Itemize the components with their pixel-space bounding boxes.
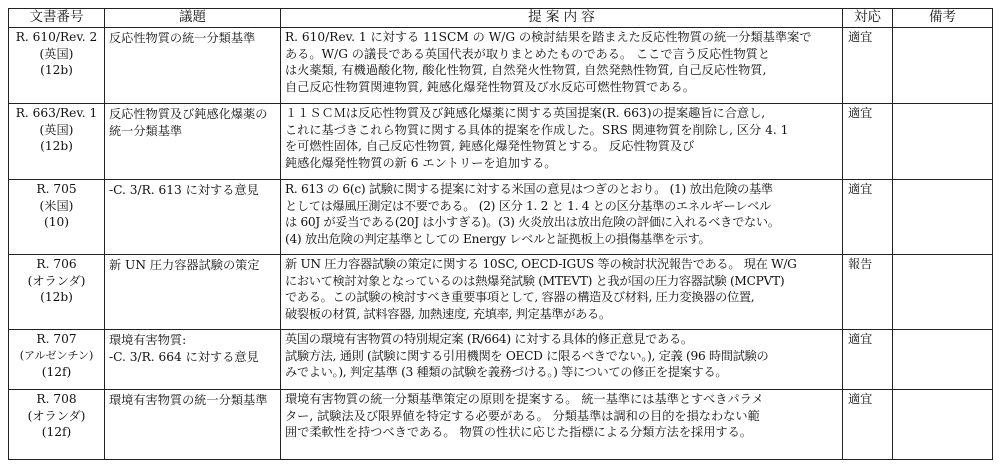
- document-sheet: [8, 8, 992, 460]
- table-row: [9, 104, 993, 180]
- doc-no-cell: [9, 28, 105, 104]
- table-row: [9, 180, 993, 255]
- doc-number: R. 706: [36, 257, 77, 271]
- doc-country: (英国): [39, 122, 74, 137]
- header-proposal: 提 案 内 容: [281, 9, 843, 28]
- doc-item: (12f): [41, 425, 72, 439]
- response-cell: 適宜: [843, 390, 893, 460]
- header-doc-no: 文書番号: [9, 9, 105, 28]
- doc-number: R. 705: [36, 182, 77, 196]
- response-cell: 適宜: [843, 180, 893, 255]
- doc-item: (12f): [41, 365, 72, 379]
- proposal-cell: 英国の環境有害物質の特別規定案 (R/664) に対する具体的修正意見である。 試験方法, 通則 (試験に関する引用機関を OECD に限るべきでない。), 定義 (96 時間試験の みでよい。), 判定基準 (3 種類の試験を義務づける。) 等についての修正を提案する。: [281, 330, 843, 390]
- agenda-cell: 新 UN 圧力容器試験の策定: [105, 255, 281, 330]
- table-row: [9, 28, 993, 104]
- remarks-cell: [893, 255, 993, 330]
- doc-no-cell: [9, 390, 105, 460]
- proposal-cell: 環境有害物質の統一分類基準策定の原則を提案する。 統一基準には基準とすべきパラメ ター, 試験法及び限界値を特定する必要がある。 分類基準は調和の目的を損なわない範 囲で柔軟性を持つべきである。 物質の性状に応じた指標による分類方法を採用する。: [281, 390, 843, 460]
- doc-country: (米国): [39, 198, 74, 213]
- response-cell: 適宜: [843, 28, 893, 104]
- doc-item: (12b): [40, 63, 73, 77]
- table-row: [9, 255, 993, 330]
- proposal-cell: １１ＳＣＭは反応性物質及び鈍感化爆薬に関する英国提案(R. 663)の提案趣旨に合意し, これに基づきこれら物質に関する具体的提案を作成した。SRS 関連物質を削除し, 区分 4. 1 を可燃性固体, 自己反応性物質, 鈍感化爆発性物質とする。 反応性物質及び 鈍感化爆発性物質の新 6 エントリーを追加する。: [281, 104, 843, 180]
- header-agenda: 議題: [105, 9, 281, 28]
- response-cell: 適宜: [843, 330, 893, 390]
- header-row: [9, 9, 993, 28]
- doc-country: (アルゼンチン): [19, 348, 94, 362]
- doc-country: (オランダ): [27, 273, 86, 288]
- doc-item: (10): [43, 215, 70, 229]
- doc-number: R. 663/Rev. 1: [15, 106, 98, 120]
- header-response: 対応: [843, 9, 893, 28]
- proposal-cell: R. 613 の 6(c) 試験に関する提案に対する米国の意見はつぎのとおり。 (1) 放出危険の基準 としては爆風圧測定は不要である。 (2) 区分 1. 2 と 1. 4 との区分基準のエネルギーレベル は 60J が妥当である(20J は小すぎる)。(3) 火炎放出は放出危険の評価に入れるべきでない。 (4) 放出危険の判定基準としての Energy レベルと証拠板上の損傷基準を示す。: [281, 180, 843, 255]
- doc-number: R. 707: [36, 332, 77, 346]
- remarks-cell: [893, 390, 993, 460]
- proposal-table: [8, 8, 993, 460]
- doc-country: (英国): [39, 46, 74, 61]
- proposal-cell: R. 610/Rev. 1 に対する 11SCM の W/G の検討結果を踏まえた反応性物質の統一分類基準案で ある。W/G の議長である英国代表が取りまとめたものである。 ここで言う反応性物質と は火薬類, 有機過酸化物, 酸化性物質, 自然発火性物質, 自然発熱性物質, 自己反応性物質, 自己反応性物質関連物質, 鈍感化爆発性物質及び水反応可燃性物質である。: [281, 28, 843, 104]
- proposal-cell: 新 UN 圧力容器試験の策定に関する 10SC, OECD-IGUS 等の検討状況報告である。 現在 W/G において検討対象となっているのは熱爆発試験 (MTEVT) と我が国の圧力容器試験 (MCPVT) である。この試験の検討すべき重要事項として, 容器の構造及び材料, 圧力変換器の位置, 破裂板の材質, 試料容器, 加熱速度, 充填率, 判定基準がある。: [281, 255, 843, 330]
- agenda-cell: 環境有害物質の統一分類基準: [105, 390, 281, 460]
- header-remarks: 備考: [893, 9, 993, 28]
- doc-item: (12b): [40, 139, 73, 153]
- table-row: [9, 330, 993, 390]
- doc-no-cell: [9, 180, 105, 255]
- doc-country: (オランダ): [27, 408, 86, 423]
- remarks-cell: [893, 330, 993, 390]
- remarks-cell: [893, 104, 993, 180]
- agenda-cell: 反応性物質及び鈍感化爆薬の統一分類基準: [105, 104, 281, 180]
- doc-number: R. 610/Rev. 2: [15, 30, 98, 44]
- doc-no-cell: [9, 104, 105, 180]
- remarks-cell: [893, 28, 993, 104]
- remarks-cell: [893, 180, 993, 255]
- doc-item: (12b): [40, 290, 73, 304]
- doc-number: R. 708: [36, 392, 77, 406]
- doc-no-cell: [9, 255, 105, 330]
- agenda-cell: 環境有害物質: -C. 3/R. 664 に対する意見: [105, 330, 281, 390]
- agenda-cell: 反応性物質の統一分類基準: [105, 28, 281, 104]
- table-row: [9, 390, 993, 460]
- doc-no-cell: [9, 330, 105, 390]
- response-cell: 報告: [843, 255, 893, 330]
- agenda-cell: -C. 3/R. 613 に対する意見: [105, 180, 281, 255]
- response-cell: 適宜: [843, 104, 893, 180]
